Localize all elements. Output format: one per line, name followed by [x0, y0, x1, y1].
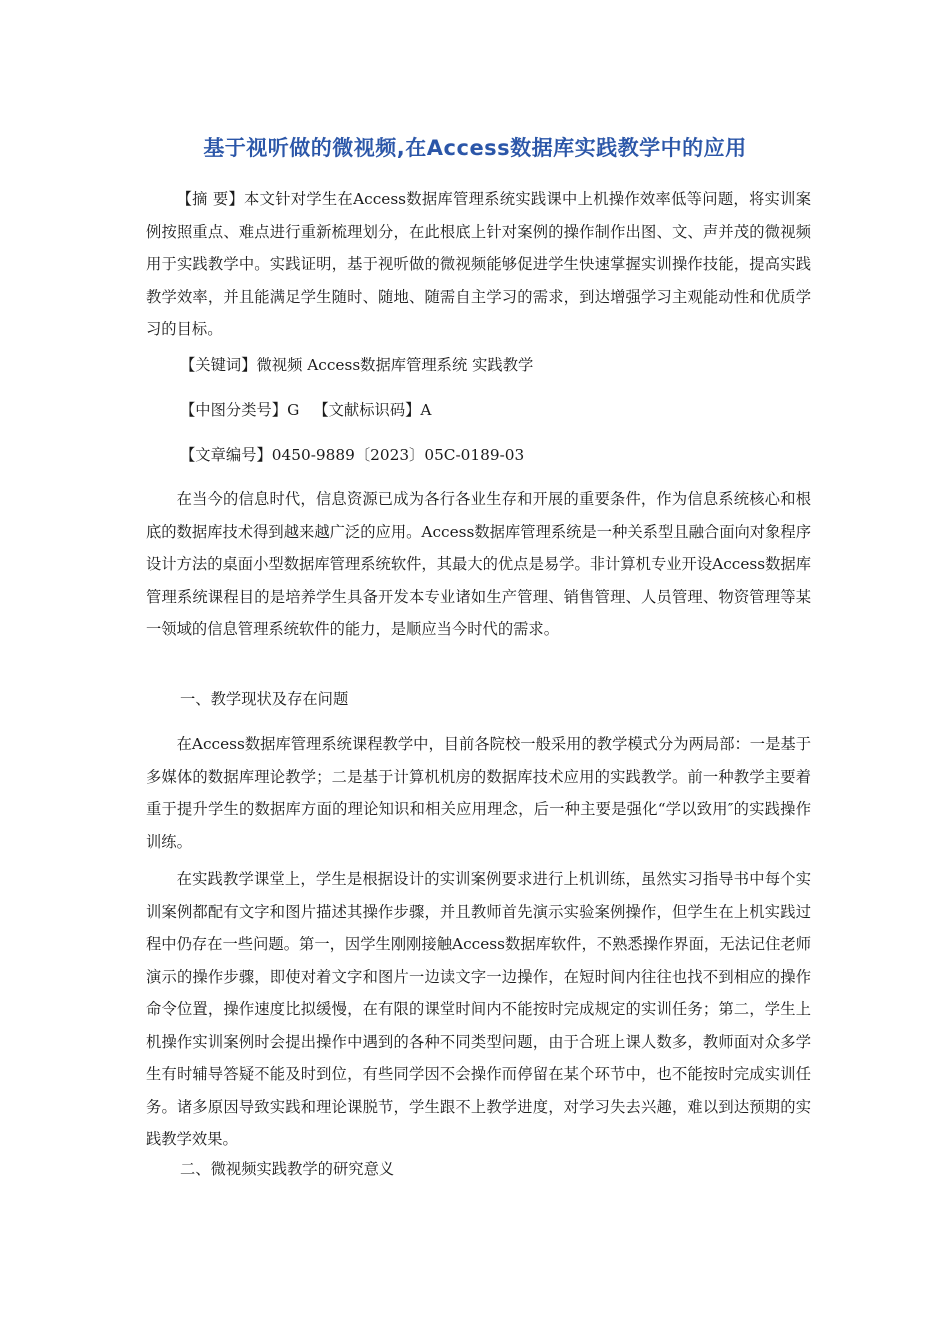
section1-paragraph2: 在实践教学课堂上，学生是根据设计的实训案例要求进行上机训练，虽然实习指导书中每个实训案例都配有文字和图片描述其操作步骤，并且教师首先演示实验案例操作，但学生在上机实践过程中仍存在一些问题。第一，因学生刚刚接触Access数据库软件，不熟悉操作界面，无法记住老师演示的操作步骤，即使对着文字和图片一边读文字一边操作，在短时间内往往也找不到相应的操作命令位置，操作速度比拟缓慢，在有限的课堂时间内不能按时完成规定的实训任务；第二，学生上机操作实训案例时会提出操作中遇到的各种不同类型问题，由于合班上课人数多，教师面对众多学生有时辅导答疑不能及时到位，有些同学因不会操作而停留在某个环节中，也不能按时完成实训任务。诸多原因导致实践和理论课脱节，学生跟不上教学进度，对学习失去兴趣，难以到达预期的实践教学效果。	[146, 870, 811, 1148]
abstract-paragraph	[146, 183, 811, 346]
article-title: 基于视听做的微视频,在Access数据库实践教学中的应用	[203, 136, 747, 160]
article-number-label: 【文章编号】	[180, 446, 272, 464]
doc-code-label: 【文献标识码】	[313, 401, 421, 419]
section2-heading: 二、微视频实践教学的研究意义	[180, 1160, 395, 1178]
abstract-text: 本文针对学生在Access数据库管理系统实践课中上机操作效率低等问题，将实训案例按照重点、难点进行重新梳理划分，在此根底上针对案例的操作制作出图、文、声并茂的微视频用于实践教学中。实践证明，基于视听做的微视频能够促进学生快速掌握实训操作技能，提高实践教学效率，并且能满足学生随时、随地、随需自主学习的需求，到达增强学习主观能动性和优质学习的目标。	[146, 190, 811, 338]
clc-label: 【中图分类号】	[180, 401, 288, 419]
classification-line	[180, 399, 431, 421]
keywords-text: 微视频 Access数据库管理系统 实践教学	[256, 356, 534, 374]
keywords-line	[180, 354, 533, 376]
article-number-line	[180, 444, 524, 466]
section1-heading: 一、教学现状及存在问题	[180, 690, 349, 708]
clc-value: G	[287, 401, 300, 419]
doc-code-value: A	[420, 401, 432, 419]
intro-paragraph: 在当今的信息时代，信息资源已成为各行各业生存和开展的重要条件，作为信息系统核心和根底的数据库技术得到越来越广泛的应用。Access数据库管理系统是一种关系型且融合面向对象程序设计方法的桌面小型数据库管理系统软件，其最大的优点是易学。非计算机专业开设Access数据库管理系统课程目的是培养学生具备开发本专业诸如生产管理、销售管理、人员管理、物资管理等某一领域的信息管理系统软件的能力，是顺应当今时代的需求。	[146, 490, 811, 638]
abstract-label: 【摘 要】	[176, 190, 245, 208]
article-number-value: 0450-9889〔2023〕05C-0189-03	[271, 446, 525, 464]
section1-paragraph1: 在Access数据库管理系统课程教学中，目前各院校一般采用的教学模式分为两局部：一是基于多媒体的数据库理论教学；二是基于计算机机房的数据库技术应用的实践教学。前一种教学主要着重于提升学生的数据库方面的理论知识和相关应用理念，后一种主要是强化“学以致用″的实践操作训练。	[146, 735, 811, 851]
keywords-label: 【关键词】	[180, 356, 257, 374]
